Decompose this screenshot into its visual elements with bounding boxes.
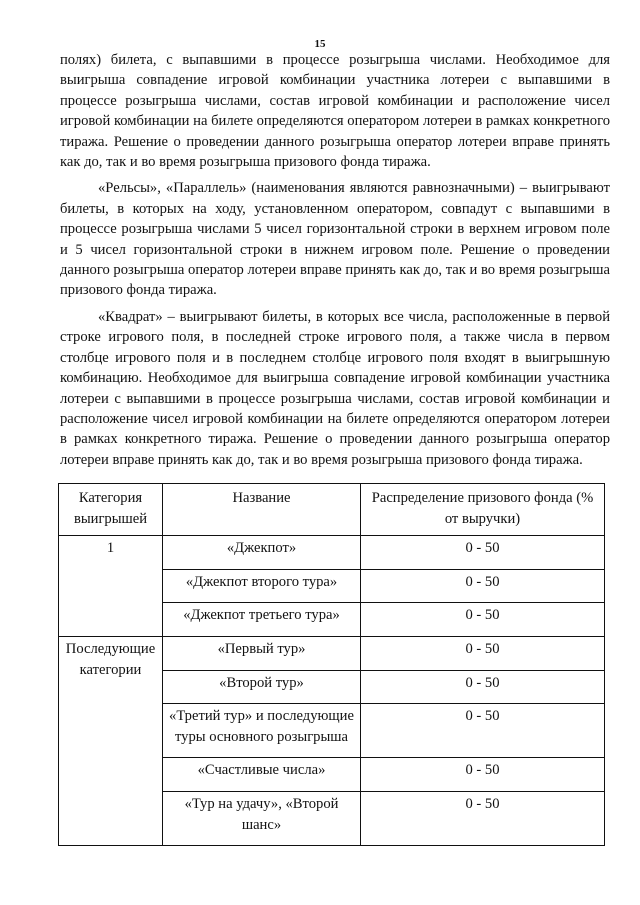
- paragraph: «Рельсы», «Параллель» (наименования являются равнозначными) – выигрывают билеты, в которых на ходу, установленном оператором, совпадут с выпавшими в процессе розыгрыша числами 5 чисел горизонтальной строки в верхнем игровом поле и 5 чисел горизонтальной строки в нижнем игровом поле. Решение о проведении данного розыгрыша оператор лотереи вправе принять как до, так и во время розыгрыша призового фонда тиража.: [60, 180, 610, 299]
- page-number: 15: [314, 38, 326, 50]
- prize-value-cell: 0 - 50: [361, 603, 605, 637]
- paragraph: полях) билета, с выпавшими в процессе розыгрыша числами. Необходимое для выигрыша совпадение игровой комбинации участника лотереи с выпавшими в процессе розыгрыша числами, состав игровой комбинации и расположение чисел игровой комбинации на билете определяются оператором лотереи в рамках конкретного тиража. Решение о проведении данного розыгрыша оператор лотереи вправе принять как до, так и во время розыгрыша призового фонда тиража.: [60, 52, 610, 171]
- prize-value-cell: 0 - 50: [361, 704, 605, 758]
- table-row: [59, 536, 605, 570]
- body-text: [60, 50, 610, 470]
- category-cell: Последующие категории: [59, 636, 163, 845]
- prize-name-cell: «Джекпот третьего тура»: [163, 603, 361, 637]
- prize-value-cell: 0 - 50: [361, 536, 605, 570]
- paragraph: «Квадрат» – выигрывают билеты, в которых все числа, расположенные в первой строке игрового поля, в последней строке игрового поля, а также числа в первом столбце игрового поля и в последнем столбце игрового поля входят в выигрышную комбинацию. Необходимое для выигрыша совпадение игровой комбинации участника лотереи с выпавшими в процессе розыгрыша числами, состав игровой комбинации и расположение чисел игровой комбинации на билете определяются оператором лотереи в рамках конкретного тиража. Решение о проведении данного розыгрыша оператор лотереи вправе принять как до, так и во время розыгрыша призового фонда тиража.: [60, 308, 610, 468]
- table-row: [59, 636, 605, 670]
- prize-name-cell: «Первый тур»: [163, 636, 361, 670]
- prize-value-cell: 0 - 50: [361, 670, 605, 704]
- prize-value-cell: 0 - 50: [361, 758, 605, 792]
- prize-value-cell: 0 - 50: [361, 569, 605, 603]
- prize-distribution-table: [58, 483, 605, 846]
- prize-name-cell: «Второй тур»: [163, 670, 361, 704]
- prize-name-cell: «Третий тур» и последующие туры основного розыгрыша: [163, 704, 361, 758]
- table-header-row: [59, 484, 605, 536]
- prize-name-cell: «Джекпот второго тура»: [163, 569, 361, 603]
- prize-name-cell: «Счастливые числа»: [163, 758, 361, 792]
- header-category: Категория выигрышей: [59, 484, 163, 536]
- prize-value-cell: 0 - 50: [361, 791, 605, 845]
- prize-value-cell: 0 - 50: [361, 636, 605, 670]
- prize-name-cell: «Джекпот»: [163, 536, 361, 570]
- prize-name-cell: «Тур на удачу», «Второй шанс»: [163, 791, 361, 845]
- header-name: Название: [163, 484, 361, 536]
- header-distribution: Распределение призового фонда (% от выручки): [361, 484, 605, 536]
- category-cell: 1: [59, 536, 163, 637]
